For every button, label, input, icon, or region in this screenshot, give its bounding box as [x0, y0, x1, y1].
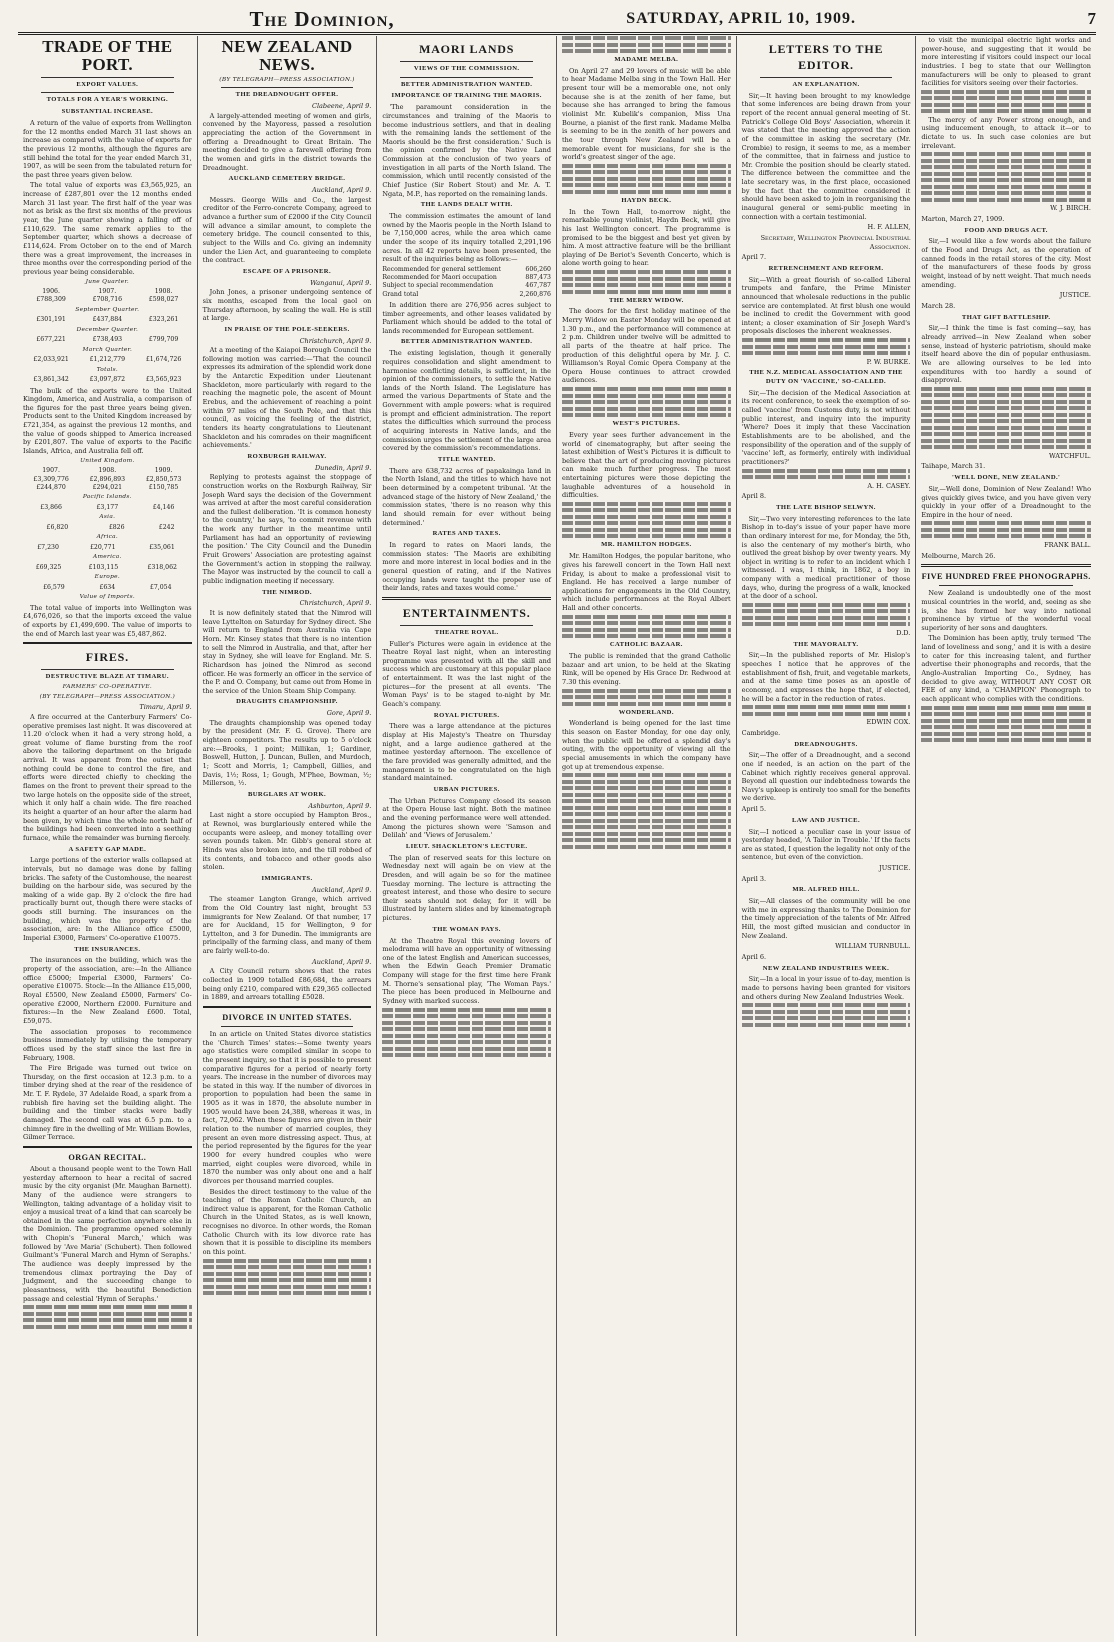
- ent-heading: HAYDN BECK.: [621, 196, 672, 204]
- fires-subheading: FARMERS' CO-OPERATIVE.: [62, 683, 153, 690]
- ent-paragraph: Every year sees further advancement in the world of cinematography, but after seeing the latest exhibition of West's Pictures it is difficult to believe that the art of producing moving pictures can make much further progress. The most entertaining pictures were those depicting the laughable adventures of a household in difficulties.: [562, 430, 731, 500]
- dateline: Clabeene, April 9.: [311, 102, 372, 111]
- letter-heading: 'WELL DONE, NEW ZEALAND.': [952, 474, 1061, 482]
- letter-paragraph: Sir,—With a great flourish of so-called Liberal trumpets and fanfare, the Prime Minister announced that wholesale reductions in the public service are contemplated. At first blush one would be inclined to credit the Government with good intent; a closer examination of Sir Joseph Ward's proposals discloses the inherent weaknesses.: [741, 275, 911, 336]
- table-label: America.: [92, 553, 122, 560]
- ent-paragraph: Fuller's Pictures were again in evidence at the Theatre Royal last night, when an interesting programme was presented with all the skill and success which are customary at this popular place of entertainment. It was the last night of the pictures—for the present at all events. 'The Woman Pays' is to be staged to-night by Mr. Geach's company.: [382, 639, 551, 708]
- news-paragraph: Last night a store occupied by Hampton Bros., at Rewnoi, was burglariously entered while the occupants were asleep, and money totalling over seven pounds taken. Mr. Gibb's general store at Hinds was also broken into, and the till robbed of its contents, and tobacco and other goods also stolen.: [202, 811, 372, 872]
- letter-paragraph: Sir,—Well done, Dominion of New Zealand! Who gives quickly gives twice, and you have given very quickly in your offer of a Dreadnought to the Empire in the hour of need.: [921, 484, 1091, 519]
- letter-heading: LAW AND JUSTICE.: [791, 816, 860, 824]
- maori-paragraph: In addition there are 276,956 acres subject to timber agreements, and other leases validated by Parliament which should be added to the total of lands recommended for European settlement.: [382, 300, 551, 335]
- trade-paragraph: A return of the value of exports from Wellington for the 12 months ended March 31 last shows an increase as compared with the value of exports for the previous 12 months, although the figures are still behind the total for the year ended March 31, 1907, as will be seen from the tabulated return for the past three years given below.: [23, 118, 192, 179]
- phonographs-heading: FIVE HUNDRED FREE PHONOGRAPHS.: [921, 572, 1091, 582]
- trade-subtitle: EXPORT VALUES.: [76, 80, 139, 88]
- acreage-table: Recommended for general settlement 606,260 Recommended for Maori occupation 887,473 Subject to special recommendation 467,787 Grand total 2,260,876: [382, 265, 551, 298]
- dateline: Auckland, April 9.: [312, 186, 372, 195]
- columns: [18, 36, 1096, 1636]
- letter-date: March 28.: [921, 301, 956, 310]
- table-label: Value of Imports.: [79, 593, 136, 600]
- maori-paragraph: In regard to rates on Maori lands, the commission states: 'The Maoris are exhibiting more and more interest in local bodies and in the general question of rating, and if the Natives occupying lands were taught the proper use of their lands, rates and taxes would come.': [382, 540, 551, 593]
- nz-news-title: NEW ZEALAND NEWS.: [221, 37, 353, 74]
- figures-table: 1906. 1907. 1908. £788,309 £708,716 £598,027: [36, 288, 179, 304]
- ent-heading: MADAME MELBA.: [614, 56, 679, 63]
- news-paragraph: The draughts championship was opened today by the president (Mr. F. G. Grove). There are eighteen competitors. The results up to 5 o'clock are:—Brooks, 1 point; Millikan, 1; Gardiner, Boswell, Hutton, J. Duncan, Bullen, and Murdoch, 1; Scott and Morris, 1; Campbell, Gillies, and Davis, 1½; Ross, 1; Gough, M'Phee, Bowman, ½; Millerson, ½.: [202, 718, 372, 788]
- fires-heading: DESTRUCTIVE BLAZE AT TIMARU.: [45, 673, 169, 681]
- maori-paragraph: The commission estimates the amount of land owned by the Maoris people in the North Island to be 7,150,000 acres, while the area which came under the scope of its inquiry totalled 2,291,196 acres. In all 42 reports have been presented, the result of the inquiries being as follows:—: [382, 212, 551, 264]
- ent-paragraph: Mr. Hamilton Hodges, the popular baritone, who gives his farewell concert in the Town Hall next Friday, is about to make a professional visit to England. He has received a large number of applications for engagements in the Old Country, which include performances at the Royal Albert Hall and other concerts.: [562, 552, 731, 613]
- letter-date: April 6.: [741, 952, 767, 961]
- figures-table: £7,230 £20,771 £35,061: [37, 543, 175, 551]
- ent-paragraph: Wonderland is being opened for the last time this season on Easter Monday, for one day only, when the public will be offered a splendid day's outing, with the opportunity of viewing all the special amusements in which the company have got up at tremendous expense.: [562, 719, 731, 771]
- maori-subtitle: VIEWS OF THE COMMISSION.: [413, 64, 520, 72]
- letter-signature: JUSTICE.: [879, 864, 911, 873]
- letter-paragraph: Sir,—The offer of a Dreadnought, and a second one if needed, is an action on the part of the Cabinet which rightly receives general approval. Beyond all question our indebtedness towards the Navy's upkeep is entirely too small for the benefits we derive.: [741, 751, 911, 803]
- news-heading: AUCKLAND CEMETERY BRIDGE.: [228, 175, 346, 183]
- ent-paragraph: In the Town Hall, to-morrow night, the remarkable young violinist, Haydn Beck, will give his last Wellington concert. The programme is promised to be the biggest and best yet given by him. A most attractive feature will be the brilliant playing of De Beriot's Seventh Concerto, which is alone worth going to hear.: [562, 207, 731, 268]
- ent-heading: WEST'S PICTURES.: [612, 420, 681, 428]
- table-label: Totals.: [96, 366, 119, 373]
- letter-signature: P. W. BURKE.: [866, 357, 911, 366]
- organ-paragraph: About a thousand people went to the Town Hall yesterday afternoon to hear a recital of sacred music by the city organist (Mr. Maughan Barnett). Many of the audience were strangers to Wellington, taking advantage of a holiday visit to enjoy a musical treat of a kind that can scarcely be obtained in the same perfection anywhere else in the Dominion. The programme opened solemnly with Chopin's 'Funeral March,' which was followed by 'Ave Maria' (Schubert). Then followed Guilmant's 'Funeral March and Hymn of Seraphs.' The audience was deeply impressed by the tremendous climax portraying the Day of Judgment, and the succeeding change to pleasantness, with the beautiful Benediction passage and celestial 'Hymn of Seraphs.': [23, 1164, 192, 1303]
- ent-heading: THEATRE ROYAL.: [434, 628, 499, 636]
- figures-table: £2,033,921 £1,212,779 £1,674,726: [33, 356, 182, 364]
- letter-signature: Secretary, Wellington Provincial Industrial Association.: [760, 233, 911, 251]
- figures-table: £6,820 £826 £242: [46, 523, 175, 531]
- maori-paragraph: 'The paramount consideration in the circumstances and training of the Maoris to become industrious settlers, and that in dealing with the remaining lands the settlement of the Maoris should be the first consideration.' Such is the opinion confirmed by the Native Land Commission at the conclusion of two years of investigation in all parts of the North Island. The commission, which until recently consisted of the Chief Justice (Sir Robert Stout) and Mr. A. T. Ngata, M.P., has reported on the remaining lands.: [382, 103, 551, 198]
- letter-date: Marton, March 27, 1909.: [921, 215, 1005, 224]
- news-heading: THE NIMROD.: [262, 588, 312, 596]
- fires-paragraph: The association proposes to recommence business immediately by utilising the temporary offices used by the staff since the last fire in February, 1908.: [23, 1027, 192, 1062]
- column-3: [377, 36, 557, 1636]
- news-paragraph: At a meeting of the Kaiapoi Borough Council the following motion was carried:—'That the council expresses its admiration of the splendid work done by the Antarctic Expedition under Lieutenant Shackleton, more particularly with regard to the reaching the magnetic pole, the ascent of Mount Erebus, and the achievement of reaching a point within 97 miles of the South Pole, and that this council, as voicing the feeling of the district, tenders its hearty congratulations to Lieutenant Shackleton and his comrades on their magnificent achievements.': [202, 346, 372, 450]
- ent-heading: THE WOMAN PAYS.: [432, 925, 501, 933]
- dateline: Timaru, April 9.: [139, 703, 192, 712]
- fires-paragraph: A fire occurred at the Canterbury Farmers' Co-operative premises last night. It was discovered at 11.20 o'clock when it had a very strong hold, a great volume of flame bursting from the roof above the tailoring department on the brigade arrival. It was apparent from the outset that nothing could be done to control the fire, and efforts were directed chiefly to checking the flames on the front to prevent their spread to the two large hotels on the opposite side of the street, which it only half a chain wide. The fire reached its height a quarter of an hour after the alarm had been given, by which time the whole north half of the buildings had been converted into a seething furnace, while the remainder was burning fiercely.: [23, 712, 192, 842]
- trade-section-heading: TOTALS FOR A YEAR'S WORKING.: [46, 96, 169, 104]
- news-paragraph: A City Council return shows that the rates collected in 1909 totalled £86,684, the arrears being only £210, compared with £29,365 collected in 1889, and arrears totalling £5028.: [202, 967, 372, 1002]
- news-paragraph: The steamer Langton Grange, which arrived from the Old Country last night, brought 53 immigrants for New Zealand. Of that number, 17 are for Auckland, 15 for Wellington, 9 for Lyttelton, and 3 for Dunedin. The immigrants are principally of the farming class, and many of them are fairly well-to-do.: [202, 895, 372, 956]
- ent-heading: WONDERLAND.: [618, 708, 674, 716]
- dateline: Christchurch, April 9.: [299, 599, 372, 608]
- dateline: Dunedin, April 9.: [314, 463, 372, 472]
- issue-date: SATURDAY, APRIL 10, 1909.: [626, 10, 856, 27]
- masthead: [18, 6, 1096, 35]
- letter-signature: D.D.: [896, 628, 911, 637]
- letters-title: LETTERS TO THE EDITOR.: [768, 42, 884, 72]
- fires-paragraph: The insurances on the building, which was the property of the association, are:—In the Alliance office £5000; Imperial £3000, Farmers' Co-operative £10075. Stock:—In the Alliance £15,000, Royal £5500, New Zealand £5000, Farmers' Co-operative £2000, Northern £2000. Furniture and fixtures:—In the New Zealand £600. Total, £59,075.: [23, 956, 192, 1025]
- fires-paragraph: Large portions of the exterior walls collapsed at intervals, but no damage was done by falling bricks. The safety of the Customhouse, the nearest building on the harbour side, was secured by the making of a wide gap. By 2 o'clock the fire had practically burnt out, though there were stacks of goods still burning. The insurances on the building, which was the property of the association, are: In the Alliance office £5000, Imperial £3000, Farmers' Co-operative £10075.: [23, 856, 192, 943]
- entertainments-title: ENTERTAINMENTS.: [402, 605, 531, 620]
- dateline: Christchurch, April 9.: [299, 336, 372, 345]
- maori-lands-title: MAORI LANDS: [419, 42, 515, 56]
- news-paragraph: Messrs. George Wills and Co., the largest creditor of the Ferro-concrete Company, agreed to advance a further sum of £2000 if the City Council will advance a similar amount, to complete the cemetery bridge. The council consented to this, subject to the Wills and Co. giving an indemnity under the Lien Act, and guaranteeing to complete the contract.: [202, 195, 372, 265]
- ent-heading: MR. HAMILTON HODGES.: [601, 541, 692, 549]
- column-4: [557, 36, 737, 1636]
- letter-paragraph: Sir,—I think the time is fast coming—say, has already arrived—in New Zealand when sober sense, instead of hysteric patriotism, should make itself heard above the din of popular enthusiasm. We are allowing ourselves to be led into expenditures with too hardly a sound of disapproval.: [921, 324, 1091, 385]
- letter-paragraph: Sir,—In the published reports of Mr. Hislop's speeches I notice that he approves of the establishment of fish, fruit, and vegetable markets, and at the same time poses as an apostle of economy, and expresses the hope that, if elected, he will be a factor in the reduction of rates.: [741, 651, 911, 703]
- letter-heading: FOOD AND DRUGS ACT.: [964, 226, 1048, 234]
- ent-heading: CATHOLIC BAZAAR.: [609, 641, 683, 649]
- ent-paragraph: There was a large attendance at the pictures display at His Majesty's Theatre on Thursday night, and a large audience gathered at the matinee yesterday afternoon. The excellence of the fare provided was generally admitted, and the management is to be congratulated on the high standard maintained.: [382, 722, 551, 783]
- ent-paragraph: The plan of reserved seats for this lecture on Wednesday next will again be on view at the Dresden, and will again be so for the matinee Tuesday morning. The lecture is attracting the greatest interest, and those who desire to secure their seats should not delay, for it will be illustrated by lantern slides and by kinematograph pictures.: [382, 853, 551, 923]
- ent-heading: THE MERRY WIDOW.: [609, 296, 684, 304]
- letter-heading: DREADNOUGHTS.: [794, 740, 858, 748]
- dateline: Auckland, April 9.: [312, 885, 372, 894]
- fires-subhead: A SAFETY GAP MADE.: [68, 845, 147, 853]
- news-paragraph: Replying to protests against the stoppage of construction works on the Roxburgh Railway, Sir Joseph Ward says the decision of the Government was arrived at after the most careful consideration and the fullest deliberation. 'It is common honesty to the country,' he says, 'to commit revenue with the work any further in the meantime until Parliament has had an opportunity of reviewing the position.' The City Council and the Dunedin Fruit Growers' Association are protesting against the Government's action in stopping the railway. The Mayor was instructed by the council to call a public indignation meeting if necessary.: [202, 473, 372, 585]
- news-heading: ROXBURGH RAILWAY.: [247, 452, 327, 460]
- maori-paragraph: There are 638,732 acres of papakainga land in the North Island, and the titles to which have not been determined by a competent tribunal. 'At the advanced stage of the history of New Zealand,' the commission states, 'there is no reason why this land should remain for ever without being determined.': [382, 466, 551, 527]
- letter-signature: W. J. BIRCH.: [1050, 204, 1091, 213]
- letter-heading: RETRENCHMENT AND REFORM.: [768, 264, 884, 272]
- figures-table: 1907. 1908. 1909. £3,309,776 £2,896,893 £2,850,573 £244,870 £294,021 £150,785: [33, 467, 182, 491]
- newspaper-title: The Dominion,: [249, 6, 395, 31]
- letter-paragraph: The mercy of any Power strong enough, and using inducement enough, to attack it—or to dictate to us. In such case colonies are but irrelevant.: [921, 115, 1091, 150]
- letter-signature: FRANK BALL.: [1044, 540, 1091, 549]
- trade-paragraph: The bulk of the exports were to the United Kingdom, America, and Australia, a comparison of the figures for the past three years being given. Products sent to the United Kingdom increased by £721,354, as against the previous 12 months, and the value of goods shipped to America increased by £201,807. The value of exports to the Pacific Islands, Africa, and Australia fell off.: [23, 386, 192, 456]
- column-2: [198, 36, 378, 1636]
- divorce-heading: DIVORCE IN UNITED STATES.: [222, 1012, 352, 1022]
- maori-subhead: TITLE WANTED.: [437, 455, 496, 463]
- ent-heading: URBAN PICTURES.: [433, 785, 500, 793]
- table-label: Europe.: [94, 573, 120, 580]
- letter-signature: WILLIAM TURNBULL.: [835, 942, 911, 951]
- news-heading: IN PRAISE OF THE POLE-SEEKERS.: [224, 325, 350, 333]
- dateline: Auckland, April 9.: [312, 957, 372, 966]
- page-number: 7: [1087, 9, 1096, 28]
- news-paragraph: John Jones, a prisoner undergoing sentence of six months, escaped from the local gaol on Thursday afternoon, by scaling the wall. He is still at large.: [202, 288, 372, 323]
- letter-paragraph: Sir,—I would like a few words about the failure of the Food and Drugs Act, as the operation of canned foods in the retail stores of the city. Most of the manufacturers of these foods by gross weight, instead of by nett weight. That much needs amending.: [921, 237, 1091, 289]
- news-heading: BURGLARS AT WORK.: [247, 790, 327, 798]
- news-heading: ESCAPE OF A PRISONER.: [242, 267, 331, 275]
- byline: (BY TELEGRAPH—PRESS ASSOCIATION.): [219, 76, 355, 83]
- ent-paragraph: The public is reminded that the grand Catholic bazaar and art union, to be held at the Skating Rink, will be opened by His Grace Dr. Redwood at 7.30 this evening.: [562, 652, 731, 686]
- maori-heading: BETTER ADMINISTRATION WANTED.: [400, 80, 533, 88]
- ad-paragraph: The Dominion has been aptly, truly termed 'The land of loveliness and song,' and it is with a desire to cater for this increasing talent, and further advertise their phonographs and records, that the Anglo-Australian Importing Co., Sydney, has decided to give away, WITHOUT ANY COST OR FEE of any kind, a 'CHAMPION' Phonograph to each applicant who complies with the conditions.: [921, 634, 1091, 703]
- figures-table: £6,579 £634 £7,054: [43, 583, 172, 591]
- column-1: [18, 36, 198, 1636]
- organ-heading: ORGAN RECITAL.: [68, 1152, 147, 1162]
- figures-table: £3,861,342 £3,097,872 £3,565,923: [33, 376, 182, 384]
- letter-signature: WATCHFUL.: [1048, 451, 1091, 460]
- letter-signature: A. H. CASEY.: [867, 481, 911, 490]
- letter-paragraph: Sir,—It having been brought to my knowledge that some inferences are being drawn from your report of the recent annual general meeting of St. Patrick's College Old Boys' Association, wherein it was stated that the meeting approved the action of the committee in asking the secretary (Mr. Crombie) to resign, it seems to me, as a member of the committee, that in fairness and justice to Mr. Crombie the position should be clearly stated. The difference between the committee and the late secretary was, in the first place, occasioned by the fact that the committee considered it should have been asked to join in reorganising the inaugural general or semi-public meeting in connection with a certain testimonial.: [741, 91, 911, 221]
- letter-date: April 7.: [741, 253, 767, 262]
- letter-paragraph: to visit the municipal electric light works and power-house, and suggesting that it would be more interesting if visitors could inspect our local industries. I beg to state that our Wellington manufacturers will be only to pleased to grant facilities for visitors seeing over their factories.: [921, 36, 1091, 88]
- byline: (BY TELEGRAPH—PRESS ASSOCIATION.): [39, 693, 176, 700]
- trade-paragraph: The total value of imports into Wellington was £4,676,026, so that the imports exceed the value of exports by £1,499,690. The value of imports to the end of March last year was £5,487,862.: [23, 603, 192, 638]
- news-heading: DRAUGHTS CHAMPIONSHIP.: [236, 698, 338, 706]
- trade-increase-heading: SUBSTANTIAL INCREASE.: [61, 108, 154, 116]
- letter-heading: THE N.Z. MEDICAL ASSOCIATION AND THE DUTY ON 'VACCINE,' SO-CALLED.: [749, 369, 903, 385]
- letter-signature: H. F. ALLEN,: [867, 223, 911, 232]
- ent-heading: ROYAL PICTURES.: [433, 711, 500, 719]
- letter-signature: EDWIN COX.: [866, 718, 911, 727]
- letter-heading: THE LATE BISHOP SELWYN.: [776, 503, 876, 511]
- letter-date: April 8.: [741, 492, 767, 501]
- ent-paragraph: On April 27 and 29 lovers of music will be able to hear Madame Melba sing in the Town Hall. Her present tour will be a memorable one, not only because she is at the zenith of her fame, but because she has arranged to bring the famous violinist Mr. Kubelik's companion, Miss Una Bourne, a pianist of the first rank. Madame Melba is seeming to be in the zenith of her powers and the tour through New Zealand will be a memorable event for musicians, for she is the world's greatest singer of the age.: [562, 66, 731, 162]
- table-label: December Quarter.: [76, 326, 139, 333]
- ent-heading: LIEUT. SHACKLETON'S LECTURE.: [405, 842, 528, 850]
- news-paragraph: A largely-attended meeting of women and girls, convened by the Mayoress, passed a resolution appreciating the action of the Government in offering a Dreadnought to Great Britain. The meeting decided to give a farewell offering from the women and girls in the district towards the Dreadnought.: [202, 111, 372, 172]
- news-paragraph: In an article on United States divorce statistics the 'Church Times' states:—Some twenty years ago statistics were compiled similar in scope to the present inquiry, so that it is possible to present comparative figures for a period of nearly forty years. The increase in the number of divorces may be stated in this way. If the number of divorces in proportion to population had been the same in 1905 as it was in 1870, the absolute number in 1905 would have been 24,388, whereas it was, in fact, 72,062. When these figures are given in their relation to the number of married couples, they present an even more distressing aspect. Thus, at the period represented by the figures for the year 1900 for every hundred couples who were married, eight couples were divorced, while in 1870 the number was only about one and a half divorces per thousand married couples.: [202, 1029, 372, 1185]
- figures-table: £69,325 £103,115 £318,062: [35, 563, 177, 571]
- letter-heading: AN EXPLANATION.: [792, 80, 860, 88]
- column-6: [916, 36, 1096, 1636]
- letter-date: April 3.: [741, 874, 767, 883]
- table-label: March Quarter.: [82, 346, 133, 353]
- letter-date: April 5.: [741, 805, 767, 814]
- maori-paragraph: The existing legislation, though it generally requires consolidation and slight amendment to harmonise conflicting details, is sufficient, in the opinion of the commissioners, to settle the Native lands of the North Island. The Legislature has armed the various Departments of State and the Government with ample powers: what is required is prompt and efficient administration. The report states the difficulties which surround the process of acquiring interests in Native lands, and the commission urges the settlement of the large area covered by the commission's recommendations.: [382, 349, 551, 453]
- table-label: United Kingdom.: [80, 457, 135, 464]
- fires-subhead: THE INSURANCES.: [74, 945, 141, 953]
- table-label: Africa.: [96, 534, 119, 541]
- ent-paragraph: The Urban Pictures Company closed its season at the Opera House last night. Both the matinee and the evening performance were well attended. Among the pictures shown were 'Samson and Delilah' and 'Views of Jerusalem.': [382, 796, 551, 840]
- maori-subhead: THE LANDS DEALT WITH.: [420, 201, 513, 209]
- table-label: June Quarter.: [85, 278, 130, 285]
- letter-heading: THAT GIFT BATTLESHIP.: [961, 313, 1051, 321]
- news-heading: THE DREADNOUGHT OFFER.: [235, 91, 339, 99]
- ad-paragraph: New Zealand is undoubtedly one of the most musical countries in the world, and, seeing as she is, she has formed her way into national prominence by virtue of the wonderful vocal superiority of her sons and daughters.: [921, 589, 1091, 632]
- letter-paragraph: Sir,—Two very interesting references to the late Bishop in to-day's issue of your paper have more than ordinary interest for me, for Monday, the 5th, is also the centenary of my mother's birth, who outlived the great bishop by over twenty years. My object in writing is to refer to an incident which I witnessed. I was, I think, in 1862, a boy in company with a medical practitioner of those days, who, during the progress of a walk, knocked at the door of a school.: [741, 514, 911, 601]
- ent-paragraph: The doors for the first holiday matinee of the Merry Widow on Easter Monday will be opened at 1.30 p.m., and the performance will commence at 2 p.m. Children under twelve will be admitted to all parts of the theatre at half price. The production of this delightful opera by Mr. J. C. Williamson's Royal Comic Opera Company at the Opera House continues to attract crowded audiences.: [562, 307, 731, 385]
- table-label: Pacific Islands.: [82, 494, 132, 501]
- trade-paragraph: The total value of exports was £3,565,925, an increase of £287,801 over the 12 months ended March 31 last year. The first half of the year was not as brisk as the first six months of the previous year, the June quarter showing a falling off of £110,629. The same remark applies to the September quarter, which shows a decrease of £114,624. From October on to the end of March there was a great improvement, the increases in three months over the corresponding period of the previous year being considerable.: [23, 181, 192, 276]
- fires-title: FIRES.: [85, 650, 129, 665]
- figures-table: £3,866 £3,177 £4,146: [40, 503, 175, 511]
- table-label: Asia.: [99, 514, 116, 521]
- letter-date: Taihape, March 31.: [921, 462, 986, 471]
- letter-date: Melbourne, March 26.: [921, 551, 996, 560]
- letter-paragraph: Sir,—All classes of the community will be one with me in expressing thanks to The Dominion for the timely appreciation of the talents of Mr. Alfred Hill, the most gifted musician and conductor in New Zealand.: [741, 897, 911, 940]
- news-paragraph: It is now definitely stated that the Nimrod will leave Lyttelton on Saturday for Sydney direct. She will return to England from Australia via Cape Horn. Mr. Kinsey states that there is no intention to sell the Nimrod in Australia, and that, after her stay in Sydney, she will leave for England. Mr. S. Richardson has joined the Nimrod as second officer. He was formerly an officer in the service of the P. and O. Company, but came out from Home in the service of the Union Steam Ship Company.: [202, 609, 372, 695]
- ent-paragraph: At the Theatre Royal this evening lovers of melodrama will have an opportunity of witnessing one of the latest English and American successes, when the Edwin Geach Premier Dramatic Company will stage for the first time here Frank M. Thorne's sensational play, 'The Woman Pays.' The piece has been produced in Melbourne and Sydney with marked success.: [382, 936, 551, 1005]
- letter-paragraph: Sir,—In a local in your issue of to-day, mention is made to persons having been granted for visitors and others during New Zealand Industries Week.: [741, 975, 911, 1001]
- letter-heading: NEW ZEALAND INDUSTRIES WEEK.: [762, 964, 890, 972]
- letter-heading: THE MAYORALTY.: [793, 640, 859, 648]
- letter-signature: JUSTICE.: [1059, 291, 1091, 300]
- letter-date: Cambridge.: [741, 728, 781, 737]
- dateline: Ashburton, April 9.: [308, 801, 372, 810]
- maori-subhead: RATES AND TAXES.: [432, 530, 501, 538]
- maori-subhead: BETTER ADMINISTRATION WANTED.: [400, 338, 533, 346]
- figures-table: £677,221 £738,493 £799,709: [36, 336, 179, 344]
- letter-paragraph: Sir,—I noticed a peculiar case in your issue of yesterday headed, 'A Tailor in Trouble.' If the facts are as stated, I question the legality not only of the sentence, but even of the conviction.: [741, 827, 911, 862]
- news-paragraph: Besides the direct testimony to the value of the teaching of the Roman Catholic Church, an indirect value is apparent, for the Roman Catholic Church in the United States, as is well known, recognises no divorce. In other words, the Roman Catholic Church with its low divorce rate has shown that it is possible to discipline its members on this point.: [202, 1187, 372, 1256]
- maori-heading: IMPORTANCE OF TRAINING THE MAORIS.: [391, 92, 542, 100]
- column-5: [737, 36, 917, 1636]
- news-heading: IMMIGRANTS.: [261, 874, 313, 882]
- trade-title: TRADE OF THE PORT.: [42, 37, 173, 74]
- table-label: September Quarter.: [75, 306, 140, 313]
- dateline: Gore, April 9.: [326, 709, 372, 718]
- letter-paragraph: Sir,—The decision of the Medical Association at its recent conference, to seek the exemption of so-called 'vaccine' from Customs duty, is not without public interest, and inquiry into the impurity 'Where? Does it imply that these Vaccination Establishments are to be abolished, and the responsibility of the operation and of the supply of 'vaccine' left, as formerly, entirely with individual practitioners?': [741, 388, 911, 466]
- dateline: Wanganui, April 9.: [310, 278, 372, 287]
- letter-heading: MR. ALFRED HILL.: [792, 886, 860, 894]
- figures-table: £301,191 £437,884 £323,261: [36, 316, 179, 324]
- fires-paragraph: The Fire Brigade was turned out twice on Thursday, on the first occasion at 12.3 p.m. to a timber drying shed at the rear of the residence of Mr. T. F. Rydele, 37 Adelaide Road, a spark from a rubbish fire having set the building alight. The building and the timber stacks were badly damaged. The second call was at 6.5 p.m. to a chimney fire in the dwelling of Mr. William Bowles, Gilmer Terrace.: [23, 1064, 192, 1142]
